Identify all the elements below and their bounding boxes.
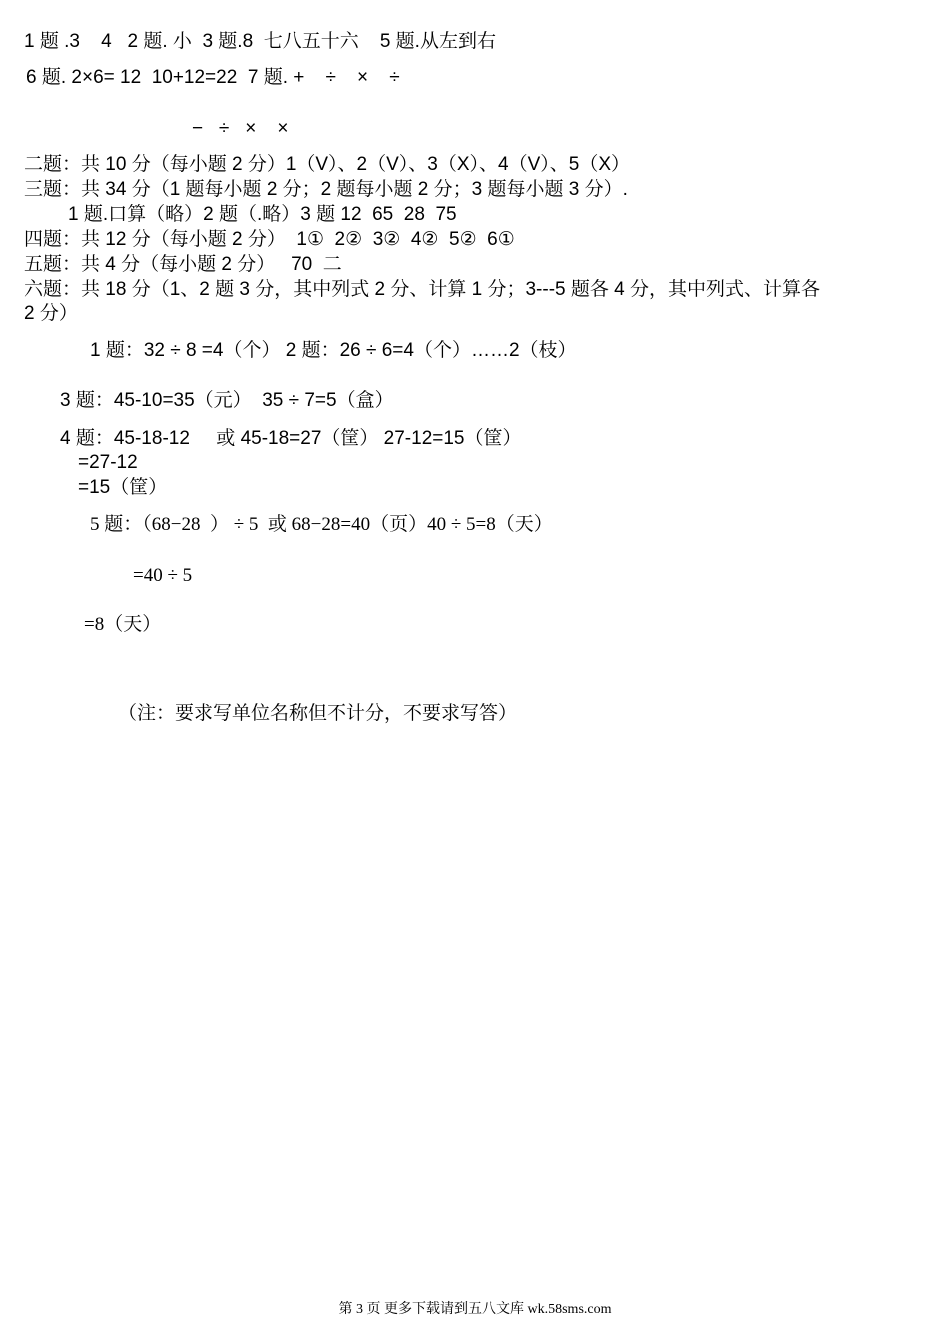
- section-three-line: 三题：共 34 分（1 题每小题 2 分；2 题每小题 2 分；3 题每小题 3 分）.: [24, 179, 628, 200]
- problem-4-answer: 4 题：45-18-12 或 45-18=27（筐） 27-12=15（筐）: [60, 428, 522, 449]
- answer-line-2: 6 题. 2×6= 12 10+12=22 7 题. + ÷ × ÷: [26, 67, 400, 88]
- answer-line-1: 1 题 .3 4 2 题. 小 3 题.8 七八五十六 5 题.从左到右: [24, 31, 496, 52]
- section-four-line: 四题：共 12 分（每小题 2 分） 1① 2② 3② 4② 5② 6①: [24, 229, 515, 250]
- problem-3-answer: 3 题：45-10=35（元） 35 ÷ 7=5（盒）: [60, 390, 394, 411]
- section-six-line-cont: 2 分）: [24, 303, 78, 324]
- problem-5-answer: 5 题：（68−28 ） ÷ 5 或 68−28=40（页）40 ÷ 5=8（天）: [90, 514, 553, 535]
- section-three-answers: 1 题.口算（略）2 题（.略）3 题 12 65 28 75: [68, 204, 457, 225]
- problem-4-step-3: =15（筐）: [78, 477, 168, 498]
- problem-4-step-2: =27-12: [78, 452, 138, 473]
- section-five-line: 五题：共 4 分（每小题 2 分） 70 二: [24, 254, 342, 275]
- page-footer: 第 3 页 更多下载请到五八文库 wk.58sms.com: [338, 1302, 612, 1317]
- problem-5-step-2: =40 ÷ 5: [133, 565, 193, 586]
- grading-note: （注：要求写单位名称但不计分，不要求写答）: [118, 703, 518, 724]
- problem-5-step-3: =8（天）: [84, 614, 162, 635]
- answer-line-3: − ÷ × ×: [192, 118, 289, 139]
- section-two-line: 二题：共 10 分（每小题 2 分）1（V）、2（V）、3（X）、4（V）、5（X）: [24, 154, 631, 175]
- problem-1-2-answer: 1 题：32 ÷ 8 =4（个） 2 题：26 ÷ 6=4（个）……2（枝）: [90, 340, 577, 361]
- section-six-line: 六题：共 18 分（1、2 题 3 分，其中列式 2 分、计算 1 分；3---5 题各 4 分，其中列式、计算各: [24, 279, 820, 300]
